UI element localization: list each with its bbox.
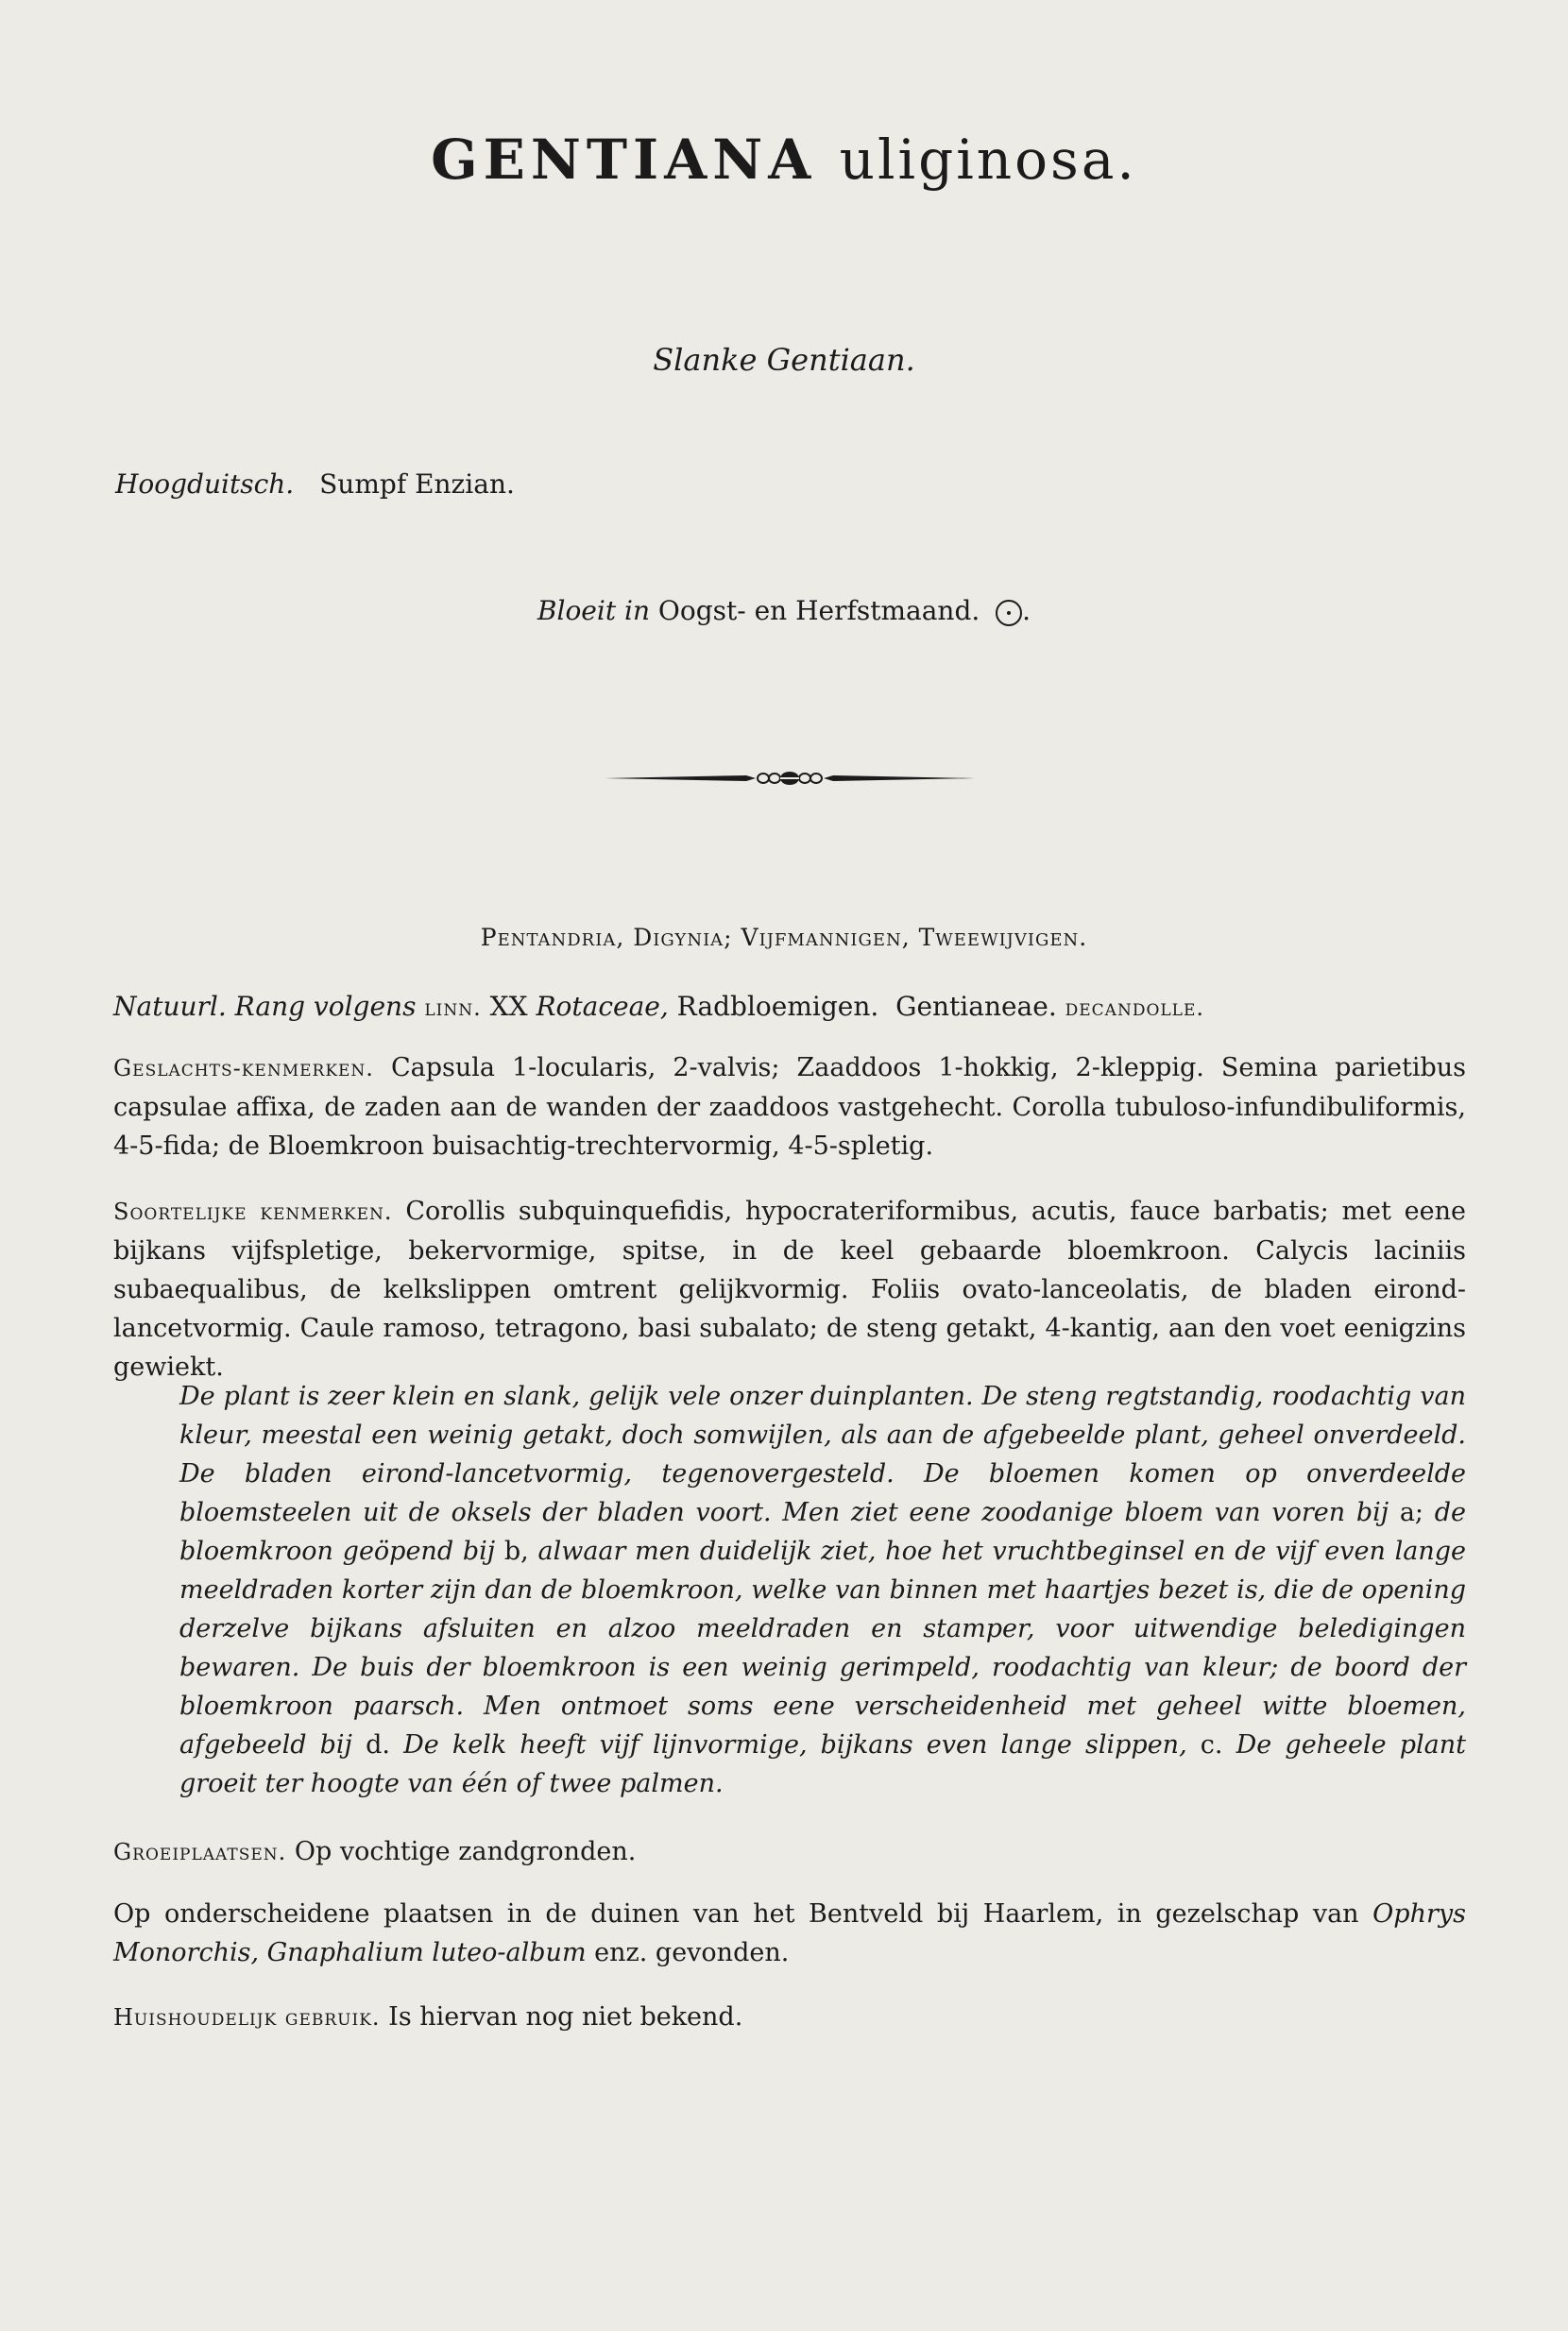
habitat-line <box>113 1832 1466 1872</box>
species-name: uliginosa. <box>839 128 1137 192</box>
natural-rank-line: Natuurl. Rang volgens linn. XX Rotaceae, Radbloemigen. Gentianeae. decandolle. <box>113 991 1205 1022</box>
habitat-label: Groeiplaatsen. <box>113 1839 287 1865</box>
classification-line: Pentandria, Digynia; Vijfmannigen, Tweewijvigen. <box>480 924 1088 951</box>
ornamental-divider <box>605 767 975 790</box>
household-use-text: Is hiervan nog niet bekend. <box>388 2002 743 2032</box>
species-characters-text: Corollis subquinquefidis, hypocrateriformibus, acutis, fauce barbatis; met eene bijkans vijfspletige, bekervormige, spitse, in de keel gebaarde bloemkroon. Calycis laciniis subaequalibus, de kelkslippen omtrent gelijkvormig. Foliis ovato-lanceolatis, de bladen eirond-lancetvormig. Caule ramoso, tetragono, basi subalato; de steng getakt, 4-kantig, aan den voet eenigzins gewiekt. <box>113 1197 1466 1382</box>
species-characters-label: Soortelijke kenmerken. <box>113 1199 393 1225</box>
habitat-text: Op vochtige zandgronden. <box>294 1837 637 1866</box>
german-name: Sumpf Enzian. <box>319 468 515 500</box>
household-use-label: Huishoudelijk gebruik. <box>113 2004 381 2031</box>
species-characters <box>113 1192 1466 1387</box>
plant-description: De plant is zeer klein en slank, gelijk vele onzer duinplanten. De steng regtstandig, roodachtig van kleur, meestal een weinig getakt, doch somwijlen, als aan de afgebeelde plant, geheel onverdeeld. De bladen eirond-lancetvormig, tegenovergesteld. De bloemen komen op onverdeelde bloemsteelen uit de oksels der bladen voort. Men ziet eene zoodanige bloem van voren bij a; de bloemkroon geöpend bij b, alwaar men duidelijk ziet, hoe het vruchtbeginsel en de vijf even lange meeldraden korter zijn dan de bloemkroon, welke van binnen met haartjes bezet is, die de opening derzelve bijkans afsluiten en alzoo meeldraden en stamper, voor uitwendige beledigingen bewaren. De buis der bloemkroon is een weinig gerimpeld, roodachtig van kleur; de boord der bloemkroon paarsch. Men ontmoet soms eene verscheidenheid met geheel witte bloemen, afgebeeld bij d. De kelk heeft vijf lijnvormige, bijkans even lange slippen, c. De geheele plant groeit ter hoogte van één of twee palmen. <box>179 1382 1467 1798</box>
bloom-months: Oogst- en Herfstmaand. <box>657 595 980 626</box>
genus-name: GENTIANA <box>431 128 817 192</box>
genus-characters-label: Geslachts-kenmerken. <box>113 1055 374 1081</box>
bloom-line <box>0 595 1568 626</box>
locality-paragraph: Op onderscheidene plaatsen in de duinen van het Bentveld bij Haarlem, in gezelschap van Ophrys Monorchis, Gnaphalium luteo-album enz. gevonden. <box>113 1899 1466 1967</box>
household-use-line <box>113 1998 1466 2037</box>
bloom-end: . <box>1022 595 1031 626</box>
bloom-lead: Bloeit in <box>537 595 650 626</box>
common-name: Slanke Gentiaan. <box>653 342 915 378</box>
page-title <box>0 128 1568 192</box>
genus-characters <box>113 1048 1466 1166</box>
circle-dot-icon <box>996 600 1022 626</box>
german-name-line <box>115 468 515 500</box>
genus-characters-text: Capsula 1-locularis, 2-valvis; Zaaddoos 1-hokkig, 2-kleppig. Semina parietibus capsulae affixa, de zaden aan de wanden der zaaddoos vastgehecht. Corolla tubuloso-infundibuliformis, 4-5-fida; de Bloemkroon buisachtig-trechtervormig, 4-5-spletig. <box>113 1053 1466 1161</box>
german-label: Hoogduitsch. <box>115 468 295 500</box>
